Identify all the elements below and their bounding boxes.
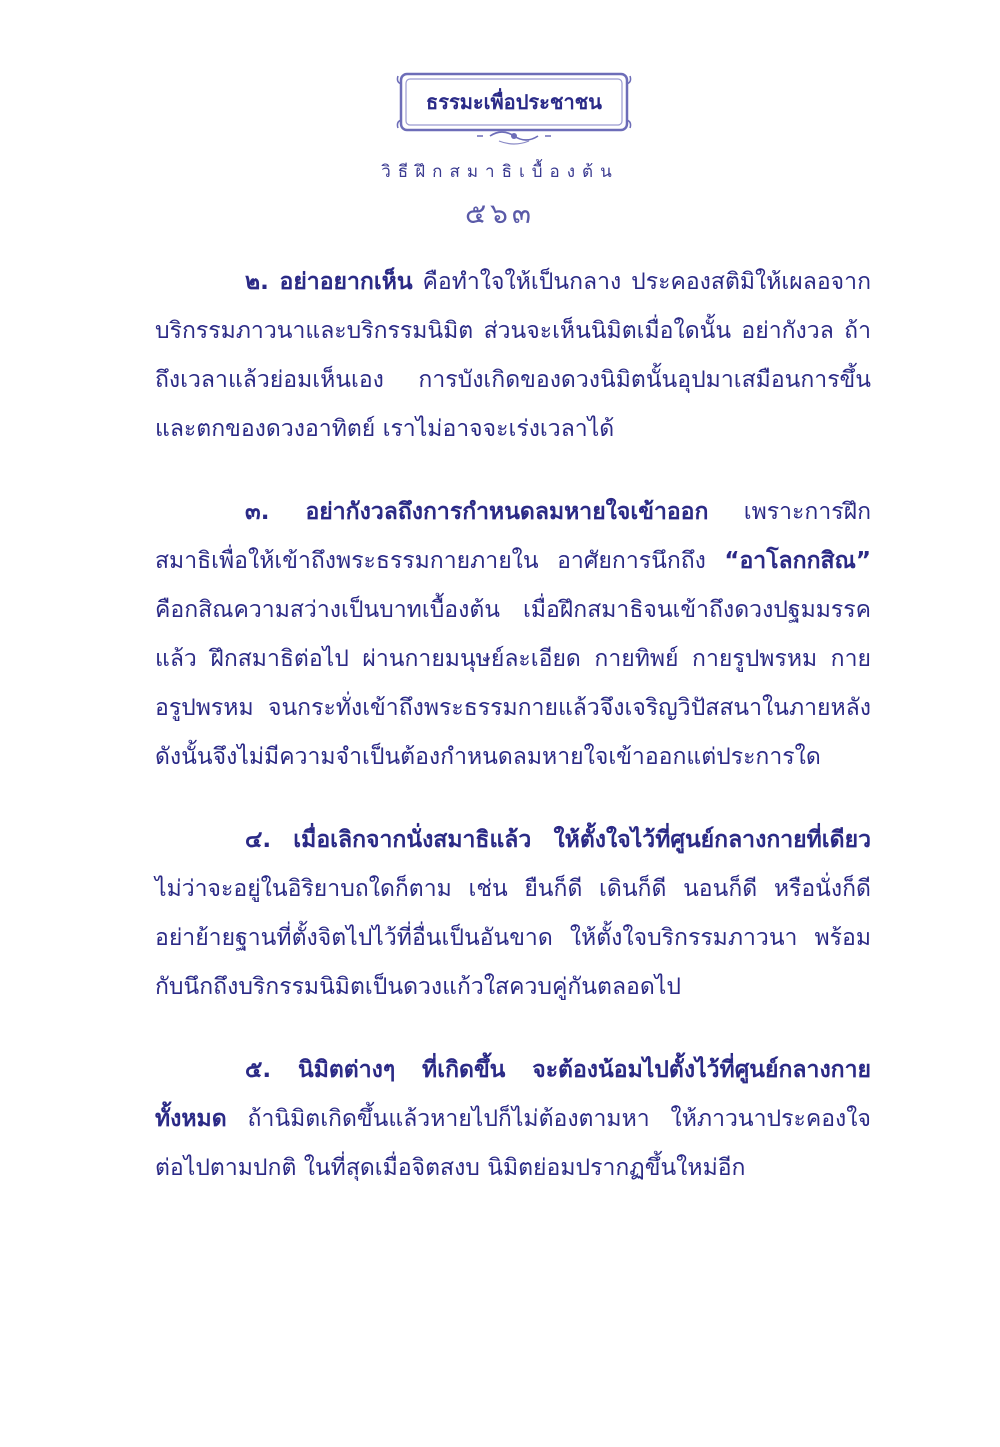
page-number: ๕๖๓ bbox=[464, 197, 536, 230]
paragraph-2 bbox=[155, 258, 871, 454]
paragraph-text: ถ้านิมิตเกิดขึ้นแล้วหายไปก็ไม่ต้องตามหา ให้ภาวนาประคองใจต่อไปตามปกติ ในที่สุดเมื่อจิตสงบ นิมิตย่อมปรากฏขึ้นใหม่อีก bbox=[155, 1106, 871, 1181]
paragraph-heading: ๓. อย่ากังวลถึงการกำหนดลมหายใจเข้าออก bbox=[245, 499, 709, 525]
bold-term: “อาโลกกสิณ” bbox=[724, 548, 871, 574]
header-logo bbox=[395, 70, 633, 148]
page-subtitle: วิธีฝึกสมาธิเบื้องต้น bbox=[381, 162, 619, 182]
paragraph-text: คือกสิณความสว่างเป็นบาทเบื้องต้น เมื่อฝึกสมาธิจนเข้าถึงดวงปฐมมรรคแล้ว ฝึกสมาธิต่อไป ผ่านกายมนุษย์ละเอียด กายทิพย์ กายรูปพรหม กายอรูปพรหม จนกระทั่งเข้าถึงพระธรรมกายแล้วจึงเจริญวิปัสสนาในภายหลัง ดังนั้นจึงไม่มีความจำเป็นต้องกำหนดลมหายใจเข้าออกแต่ประการใด bbox=[155, 597, 871, 770]
paragraph-3 bbox=[155, 488, 871, 782]
paragraph-5 bbox=[155, 1046, 871, 1193]
paragraph-text: คือทำใจให้เป็นกลาง ประคองสติมิให้เผลอจากบริกรรมภาวนาและบริกรรมนิมิต ส่วนจะเห็นนิมิตเมื่อใดนั้น อย่ากังวล ถ้าถึงเวลาแล้วย่อมเห็นเอง การบังเกิดของดวงนิมิตนั้นอุปมาเสมือนการขึ้นและตกของดวงอาทิตย์ เราไม่อาจจะเร่งเวลาได้ bbox=[155, 269, 871, 442]
paragraph-text: เพราะการฝึกสมาธิเพื่อให้เข้าถึงพระธรรมกายภายใน อาศัยการนึกถึง bbox=[155, 499, 871, 574]
paragraph-4 bbox=[155, 816, 871, 1012]
paragraph-heading: ๒. อย่าอยากเห็น bbox=[245, 269, 413, 295]
document-body bbox=[155, 258, 871, 1227]
paragraph-heading: ๔. เมื่อเลิกจากนั่งสมาธิแล้ว ให้ตั้งใจไว้ที่ศูนย์กลางกายที่เดียว bbox=[245, 827, 871, 853]
paragraph-text: ไม่ว่าจะอยู่ในอิริยาบถใดก็ตาม เช่น ยืนก็ดี เดินก็ดี นอนก็ดี หรือนั่งก็ดี อย่าย้ายฐานที่ตั้งจิตไปไว้ที่อื่นเป็นอันขาด ให้ตั้งใจบริกรรมภาวนา พร้อมกับนึกถึงบริกรรมนิมิตเป็นดวงแก้วใสควบคู่กันตลอดไป bbox=[155, 876, 871, 1000]
logo-text: ธรรมะเพื่อประชาชน bbox=[426, 90, 602, 114]
paragraph-heading: ๕. นิมิตต่างๆ ที่เกิดขึ้น จะต้องน้อมไปตั้งไว้ที่ศูนย์กลางกายทั้งหมด bbox=[155, 1057, 871, 1132]
